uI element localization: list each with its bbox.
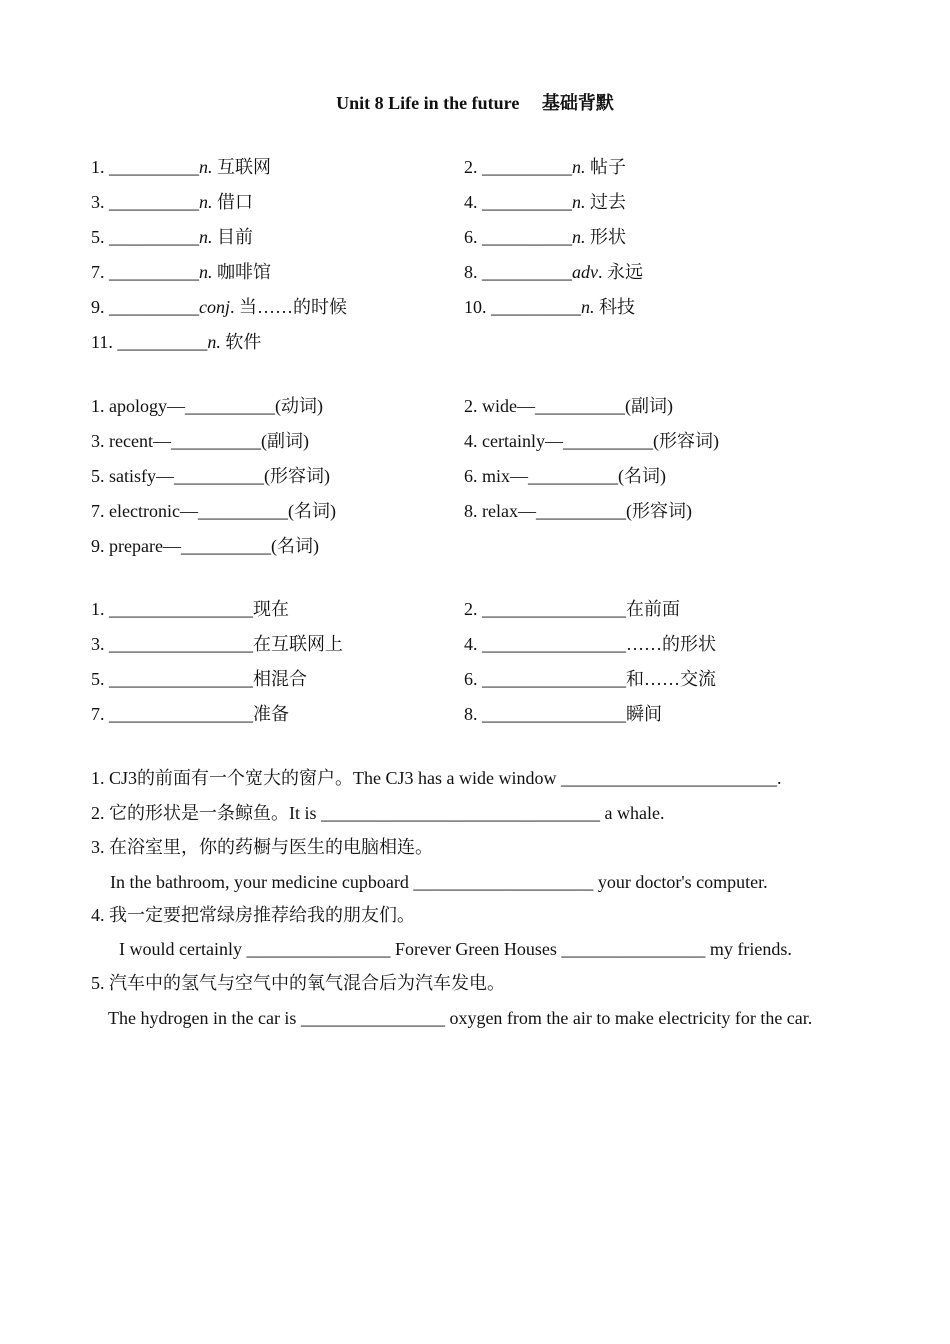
word-form-row [91, 499, 692, 523]
vocab-row [91, 190, 626, 214]
sentence-line: 4. 我一定要把常绿房推荐给我的朋友们。 [91, 905, 415, 925]
word-form-item: 9. prepare—__________(名词) [91, 536, 319, 556]
vocab-item-7: 7. __________n. 咖啡馆 [91, 262, 271, 282]
sentence-line: 5. 汽车中的氢气与空气中的氧气混合后为汽车发电。 [91, 973, 505, 993]
sentence-line: The hydrogen in the car is ________________ oxygen from the air to make electricity for the car. [108, 1008, 813, 1028]
sentence-line: 3. 在浴室里，你的药橱与医生的电脑相连。 [91, 837, 433, 857]
word-form-item: 3. recent—__________(副词) [91, 431, 309, 451]
vocab-item-1: 1. __________n. 互联网 [91, 157, 271, 177]
vocab-item-9: 9. __________conj. 当……的时候 [91, 297, 347, 317]
vocab-item-6: 6. __________n. 形状 [464, 227, 626, 247]
word-form-item: 5. satisfy—__________(形容词) [91, 466, 330, 486]
phrase-item: 5. ________________相混合 [91, 669, 307, 689]
phrase-row [91, 667, 716, 691]
vocab-item-8: 8. __________adv. 永远 [464, 262, 643, 282]
word-form-row [91, 394, 673, 418]
vocab-item-11: 11. __________n. 软件 [91, 332, 262, 352]
phrase-row [91, 702, 662, 726]
word-form-item: 6. mix—__________(名词) [464, 466, 666, 486]
phrase-item: 4. ________________……的形状 [464, 634, 716, 654]
sentence-line: 2. 它的形状是一条鲸鱼。It is _______________________________ a whale. [91, 803, 665, 823]
phrase-row [91, 632, 716, 656]
word-form-item: 2. wide—__________(副词) [464, 396, 673, 416]
vocab-row [91, 225, 626, 249]
vocab-row [91, 295, 635, 319]
word-form-item: 4. certainly—__________(形容词) [464, 431, 719, 451]
sentence-line: I would certainly ________________ Forever Green Houses ________________ my friends. [119, 939, 792, 959]
phrase-item: 8. ________________瞬间 [464, 704, 662, 724]
vocab-item-4: 4. __________n. 过去 [464, 192, 626, 212]
sentence-line: 1. CJ3的前面有一个宽大的窗户。The CJ3 has a wide window ________________________. [91, 768, 782, 788]
phrase-item: 1. ________________现在 [91, 599, 289, 619]
phrase-row [91, 597, 680, 621]
page-title: Unit 8 Life in the future 基础背默 [336, 93, 614, 113]
phrase-item: 6. ________________和……交流 [464, 669, 716, 689]
vocab-row [91, 330, 261, 354]
vocab-item-2: 2. __________n. 帖子 [464, 157, 626, 177]
sentence-line: In the bathroom, your medicine cupboard ____________________ your doctor's computer. [110, 872, 768, 892]
vocab-row [91, 260, 643, 284]
vocab-item-5: 5. __________n. 目前 [91, 227, 253, 247]
word-form-item: 1. apology—__________(动词) [91, 396, 323, 416]
word-form-row [91, 464, 666, 488]
phrase-item: 3. ________________在互联网上 [91, 634, 343, 654]
vocab-row [91, 155, 626, 179]
phrase-item: 7. ________________准备 [91, 704, 289, 724]
word-form-row [91, 429, 719, 453]
vocab-item-3: 3. __________n. 借口 [91, 192, 253, 212]
word-form-row [91, 534, 319, 558]
word-form-item: 7. electronic—__________(名词) [91, 501, 336, 521]
vocab-item-10: 10. __________n. 科技 [464, 297, 635, 317]
phrase-item: 2. ________________在前面 [464, 599, 680, 619]
word-form-item: 8. relax—__________(形容词) [464, 501, 692, 521]
